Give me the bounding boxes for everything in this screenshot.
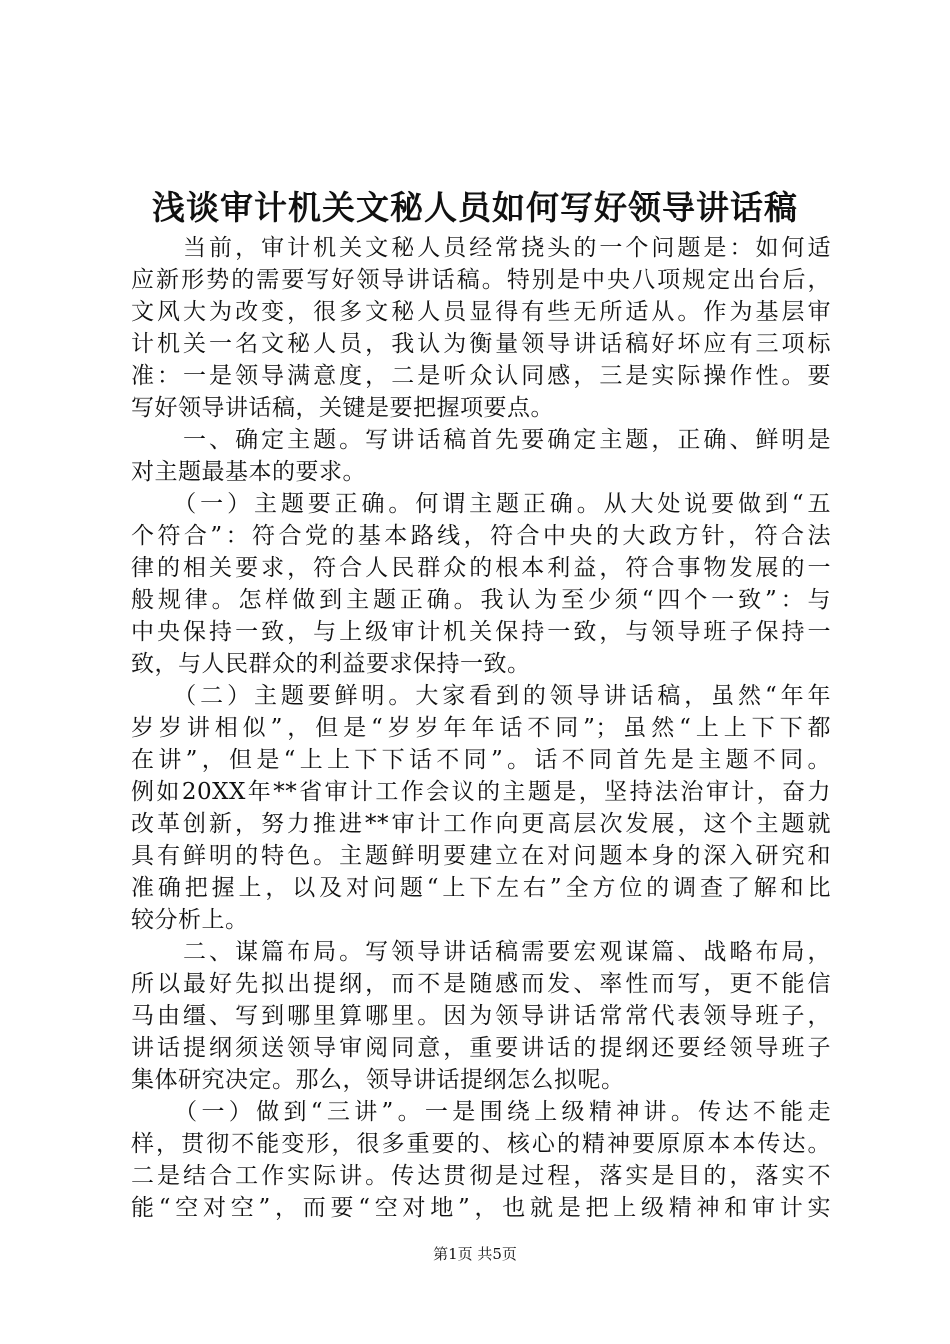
text-line: 对主题最基本的要求。 [131, 459, 366, 485]
text-line: 能“空对空”，而要“空对地”，也就是把上级精神和审计实 [131, 1195, 831, 1221]
text-line: 文风大为改变，很多文秘人员显得有些无所适从。作为基层审 [131, 299, 831, 325]
text-line: 讲话提纲须送领导审阅同意，重要讲话的提纲还要经领导班子 [131, 1035, 831, 1061]
text-line: 较分析上。 [131, 907, 249, 933]
text-line: 改革创新，努力推进**审计工作向更高层次发展，这个主题就 [131, 811, 831, 837]
text-line: 所以最好先拟出提纲，而不是随感而发、率性而写，更不能信 [131, 971, 831, 997]
text-line: 一、确定主题。写讲话稿首先要确定主题，正确、鲜明是 [131, 427, 831, 453]
text-line: 样，贯彻不能变形，很多重要的、核心的精神要原原本本传达。 [131, 1131, 831, 1157]
text-line: 具有鲜明的特色。主题鲜明要建立在对问题本身的深入研究和 [131, 843, 831, 869]
text-line: 个符合”：符合党的基本路线，符合中央的大政方针，符合法 [131, 523, 831, 549]
text-line: 集体研究决定。那么，领导讲话提纲怎么拟呢。 [131, 1067, 625, 1093]
text-line: （一）做到“三讲”。一是围绕上级精神讲。传达不能走 [131, 1099, 831, 1125]
text-line: 律的相关要求，符合人民群众的根本利益，符合事物发展的一 [131, 555, 831, 581]
text-line: 准确把握上，以及对问题“上下左右”全方位的调查了解和比 [131, 875, 831, 901]
text-line: 准：一是领导满意度，二是听众认同感，三是实际操作性。要 [131, 363, 831, 389]
text-line: 应新形势的需要写好领导讲话稿。特别是中央八项规定出台后， [131, 267, 831, 293]
text-line: 当前，审计机关文秘人员经常挠头的一个问题是：如何适 [131, 235, 831, 261]
text-line: 二是结合工作实际讲。传达贯彻是过程，落实是目的，落实不 [131, 1163, 831, 1189]
text-line: 岁岁讲相似”，但是“岁岁年年话不同”；虽然“上上下下都 [131, 715, 831, 741]
text-line: 在讲”，但是“上上下下话不同”。话不同首先是主题不同。 [131, 747, 831, 773]
document-title: 浅谈审计机关文秘人员如何写好领导讲话稿 [152, 188, 798, 227]
text-line: 中央保持一致，与上级审计机关保持一致，与领导班子保持一 [131, 619, 831, 645]
document-body [131, 232, 831, 1224]
page-footer: 第1页 共5页 [433, 1245, 517, 1263]
text-line: 马由缰、写到哪里算哪里。因为领导讲话常常代表领导班子， [131, 1003, 831, 1029]
text-line: （二）主题要鲜明。大家看到的领导讲话稿，虽然“年年 [131, 683, 831, 709]
text-line: 写好领导讲话稿，关键是要把握项要点。 [131, 395, 554, 421]
text-line: 二、谋篇布局。写领导讲话稿需要宏观谋篇、战略布局， [131, 939, 831, 965]
text-line: （一）主题要正确。何谓主题正确。从大处说要做到“五 [131, 491, 831, 517]
text-line: 般规律。怎样做到主题正确。我认为至少须“四个一致”：与 [131, 587, 831, 613]
text-line: 计机关一名文秘人员，我认为衡量领导讲话稿好坏应有三项标 [131, 331, 831, 357]
text-line: 致，与人民群众的利益要求保持一致。 [131, 651, 531, 677]
text-line: 例如20XX年**省审计工作会议的主题是，坚持法治审计，奋力 [131, 779, 831, 805]
